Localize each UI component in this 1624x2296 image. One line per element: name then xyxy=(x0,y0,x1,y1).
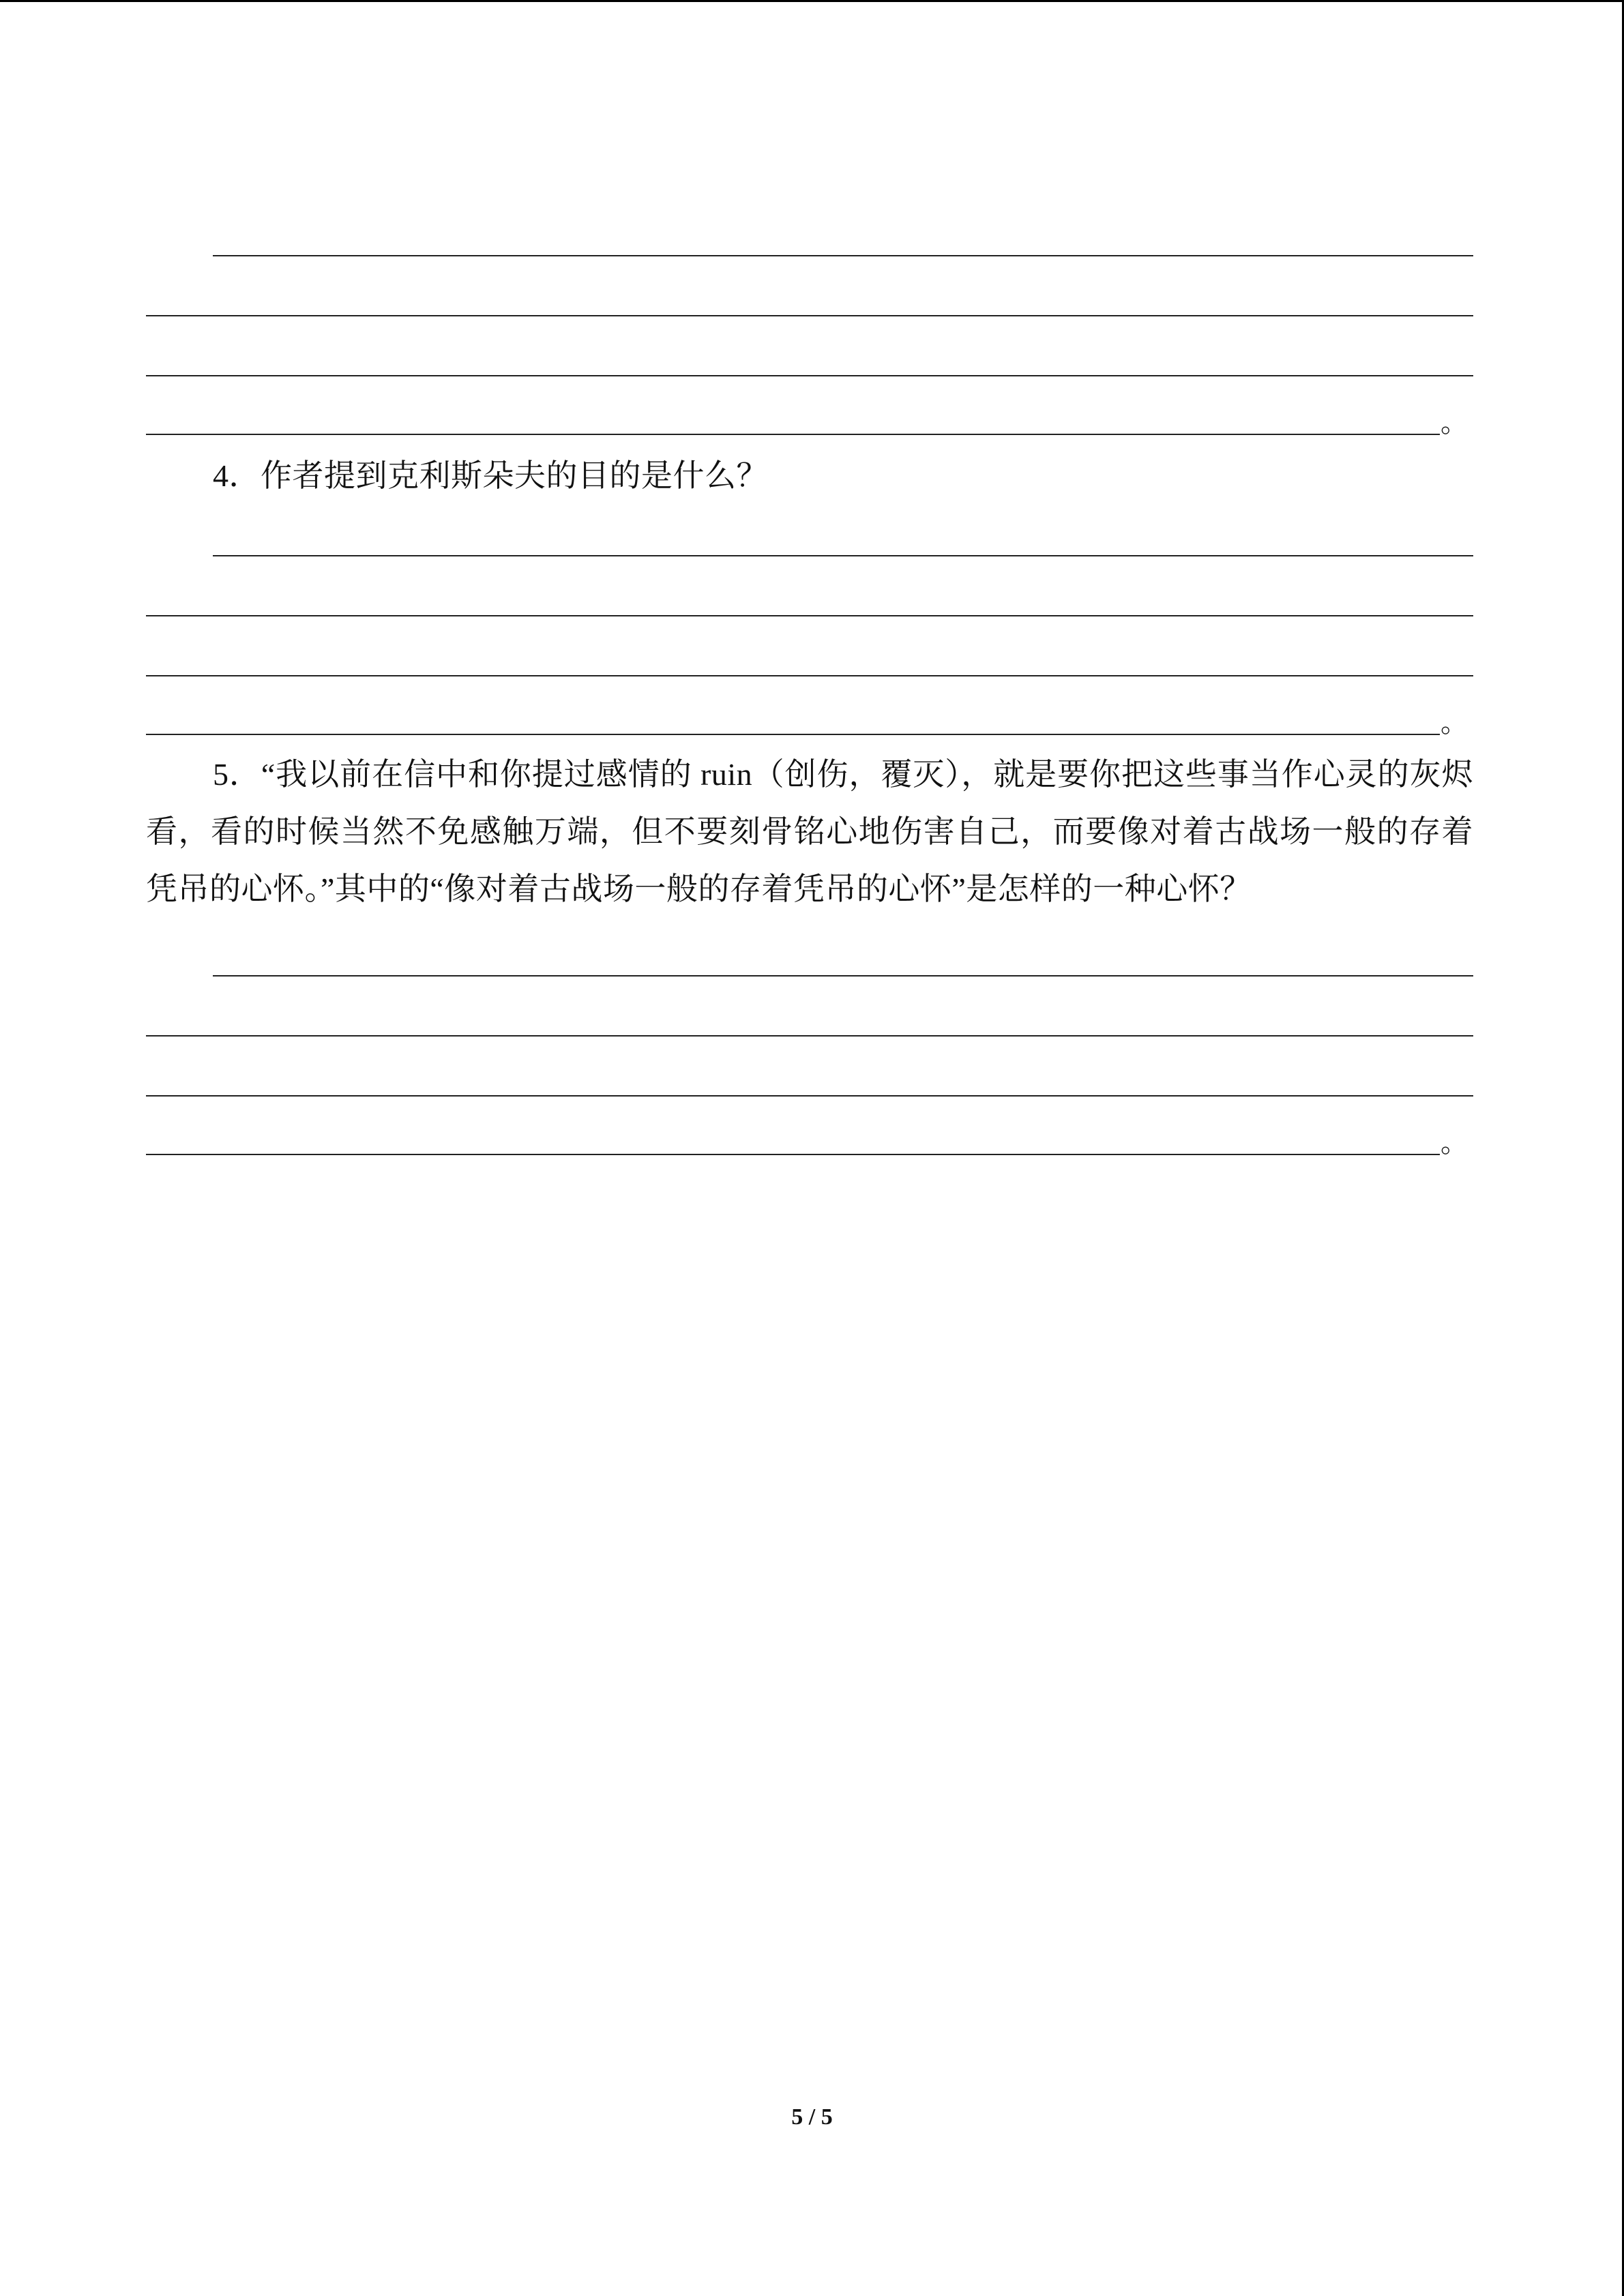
answer-line xyxy=(146,1095,1473,1097)
answer-line xyxy=(213,255,1473,256)
answer-line xyxy=(146,315,1473,316)
answer-line xyxy=(146,434,1440,435)
answer-line xyxy=(146,734,1440,735)
answer-line xyxy=(213,975,1473,976)
answer-line xyxy=(146,1154,1440,1155)
answer-line xyxy=(146,375,1473,376)
answer-line xyxy=(146,615,1473,616)
question-5: 5．“我以前在信中和你提过感情的 ruin（创伤，覆灭），就是要你把这些事当作心灵的灰烬看，看的时候当然不免感触万端，但不要刻骨铭心地伤害自己，而要像对着古战场一般的存着凭吊的心怀。”其中的“像对着古战场一般的存着凭吊的心怀”是怎样的一种心怀？ xyxy=(146,757,1473,906)
answer-period: 。 xyxy=(1441,1127,1468,1158)
answer-line xyxy=(213,555,1473,556)
page-number: 5 / 5 xyxy=(791,2104,833,2130)
answer-period: 。 xyxy=(1441,407,1468,438)
answer-line xyxy=(146,1035,1473,1037)
answer-line xyxy=(146,675,1473,676)
question-4: 4．作者提到克利斯朵夫的目的是什么？ xyxy=(213,458,768,493)
answer-period: 。 xyxy=(1441,707,1468,738)
